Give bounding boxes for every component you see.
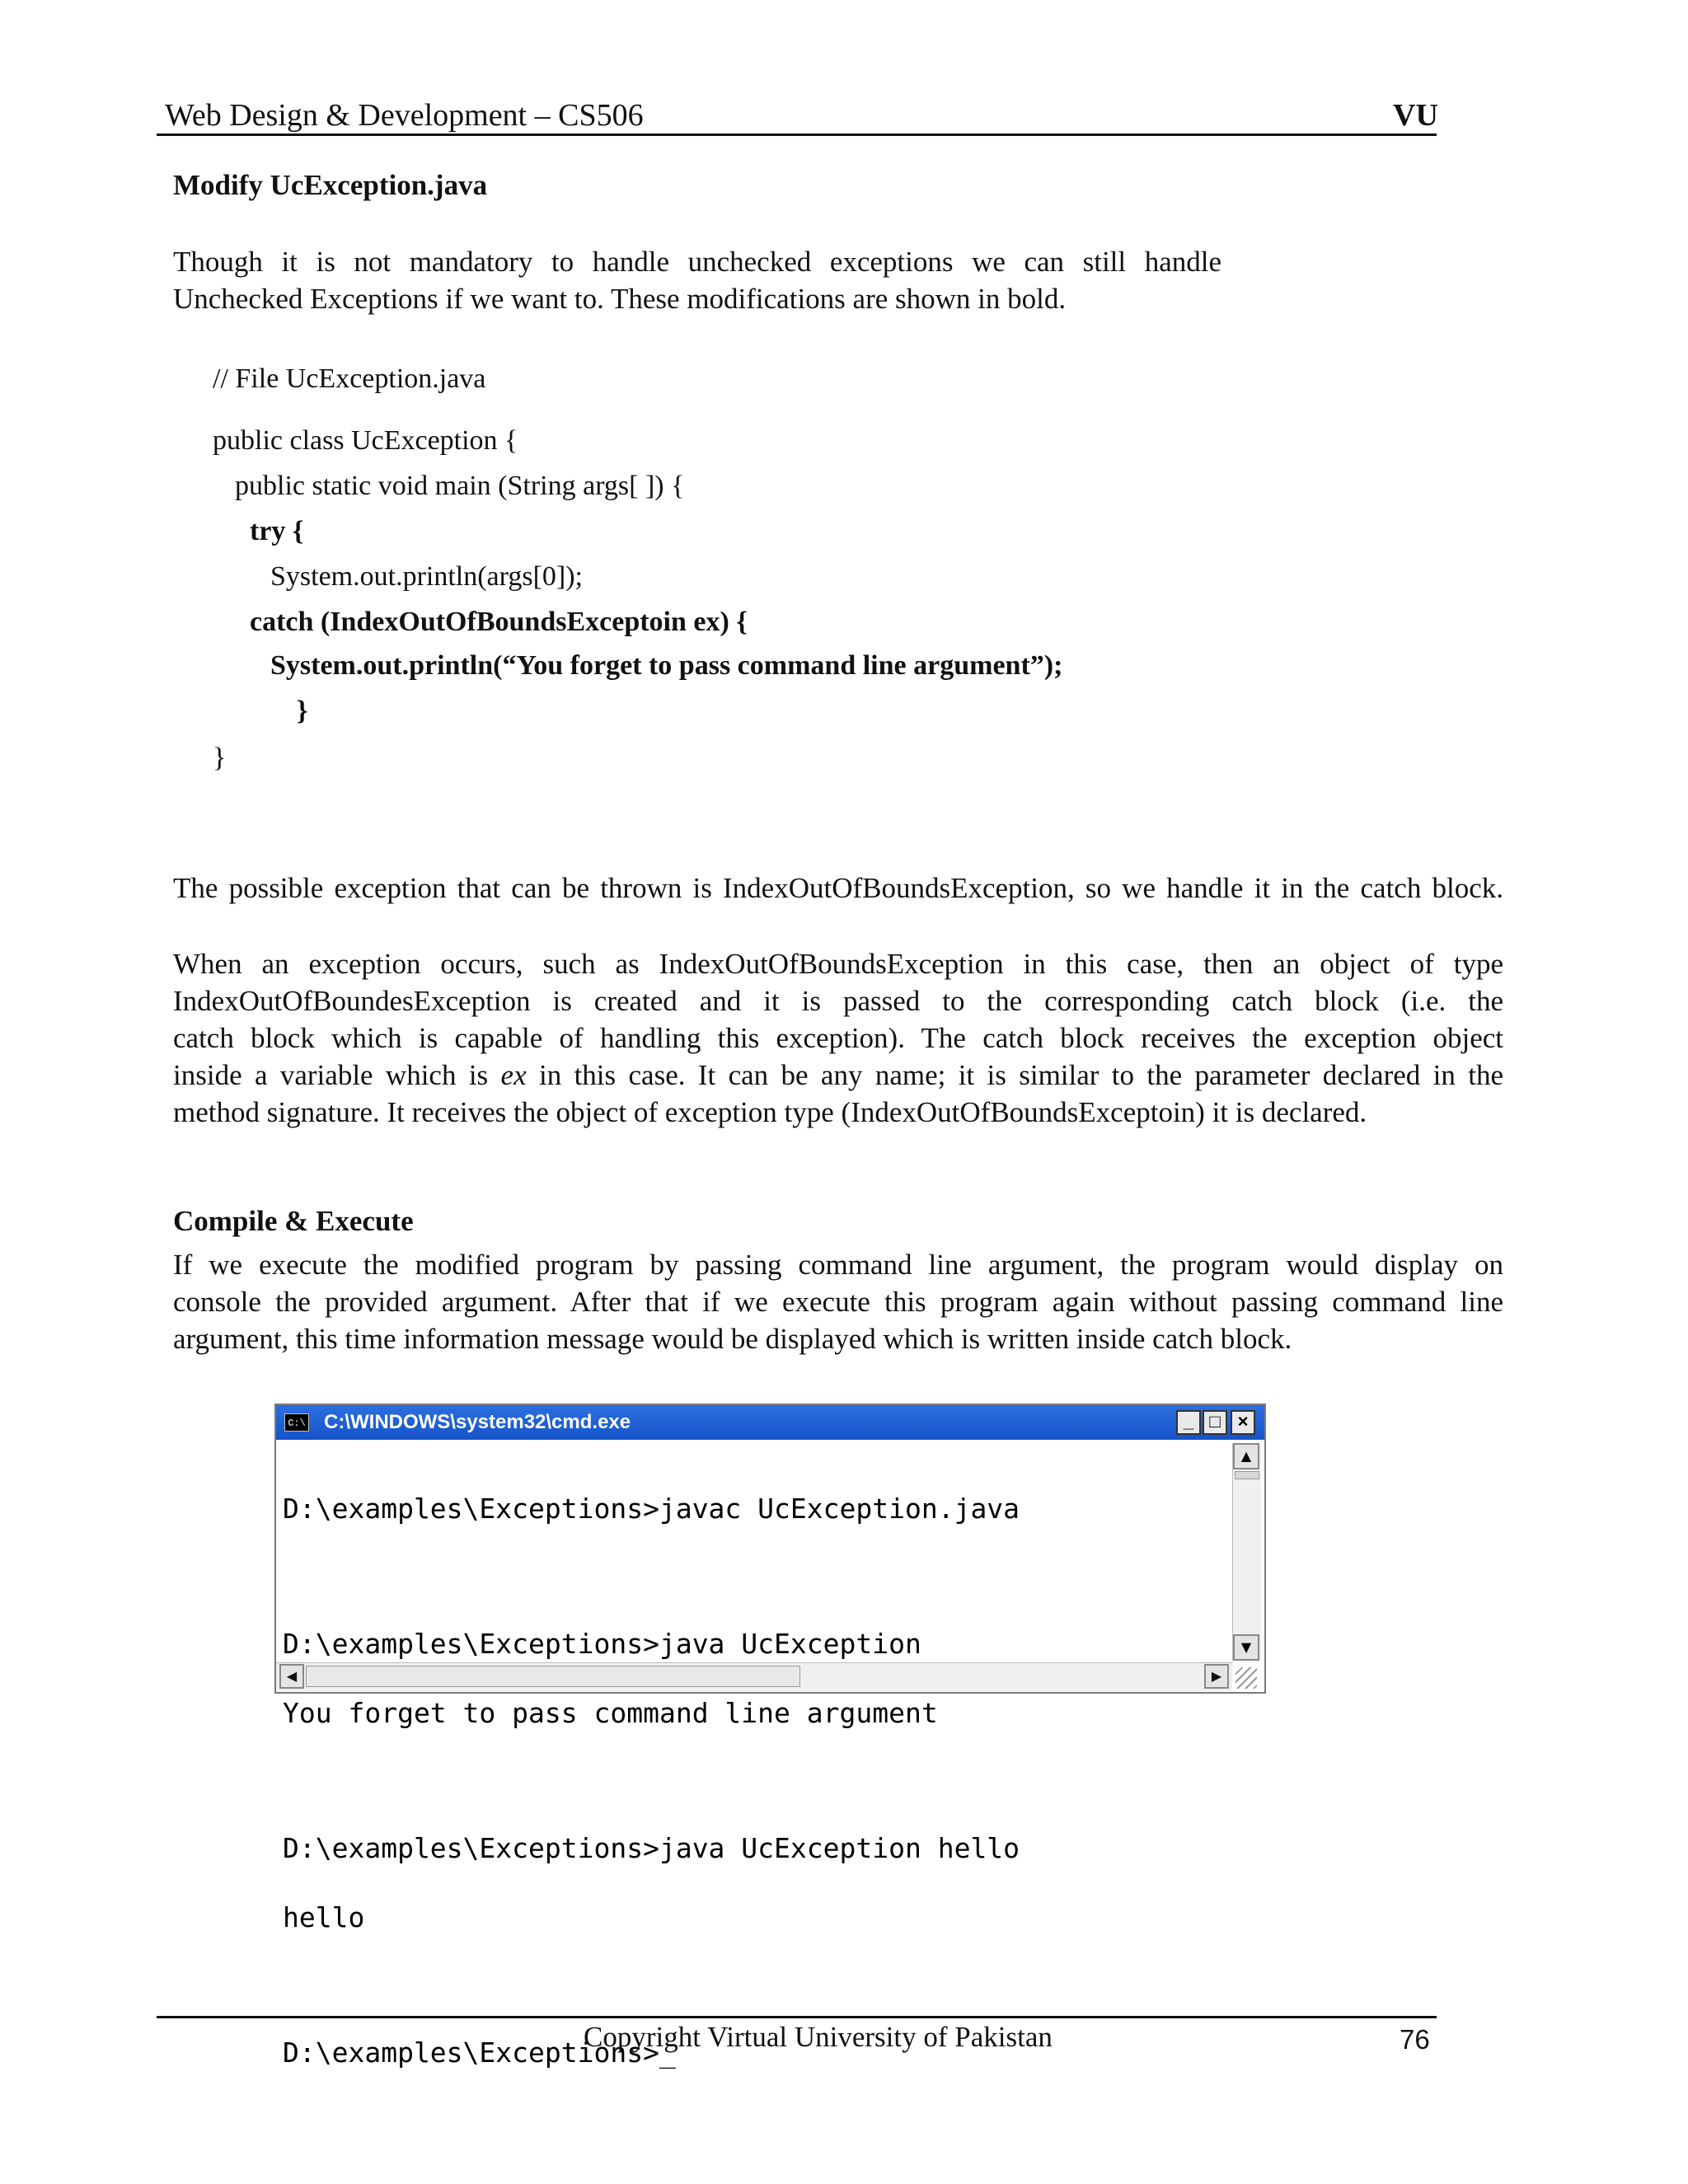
maximize-button[interactable]: □ bbox=[1203, 1410, 1227, 1435]
para2-line-4-post: in this case. It can be any name; it is similar to the parameter declared in the bbox=[526, 1059, 1503, 1091]
compile-line-3: argument, this time information message would be displayed which is written inside catch block. bbox=[173, 1323, 1292, 1355]
scroll-right-icon[interactable]: ▶ bbox=[1204, 1664, 1229, 1689]
console-line: D:\examples\Exceptions>java UcException bbox=[283, 1628, 921, 1660]
code-comment: // File UcException.java bbox=[213, 363, 486, 394]
vertical-scrollbar[interactable] bbox=[1232, 1443, 1261, 1661]
code-close-inner: } bbox=[297, 696, 308, 726]
console-line: D:\examples\Exceptions>java UcException hello bbox=[283, 1832, 1020, 1864]
footer-rule bbox=[157, 2016, 1437, 2018]
para2-line-1: When an exception occurs, such as IndexOutOfBoundsException in this case, then an object of type bbox=[173, 948, 1503, 980]
code-catch: catch (IndexOutOfBoundsExceptoin ex) { bbox=[250, 607, 748, 637]
console-line: hello bbox=[283, 1901, 365, 1933]
header-title: Web Design & Development – CS506 bbox=[165, 98, 644, 133]
scroll-left-icon[interactable]: ◀ bbox=[279, 1664, 304, 1689]
console-app-icon: C:\ bbox=[284, 1413, 309, 1432]
code-catch-println: System.out.println(“You forget to pass command line argument”); bbox=[270, 650, 1063, 681]
console-line: You forget to pass command line argument bbox=[283, 1697, 938, 1729]
para2-line-3: catch block which is capable of handling this exception). The catch block receives the exception object bbox=[173, 1022, 1503, 1054]
code-try: try { bbox=[250, 516, 304, 546]
para-possible-exception: The possible exception that can be thrown is IndexOutOfBoundsException, so we handle it in the catch block. bbox=[173, 872, 1503, 904]
horizontal-scrollbar[interactable] bbox=[276, 1662, 1232, 1691]
code-close-outer: } bbox=[213, 743, 227, 773]
header-badge: VU bbox=[1393, 98, 1438, 133]
console-titlebar[interactable] bbox=[276, 1405, 1264, 1440]
vertical-scroll-thumb[interactable] bbox=[1235, 1471, 1259, 1479]
resize-grip-icon[interactable] bbox=[1236, 1667, 1257, 1689]
para2-line-5: method signature. It receives the object of exception type (IndexOutOfBoundsExceptoin) it is declared. bbox=[173, 1096, 1367, 1128]
console-title: C:\WINDOWS\system32\cmd.exe bbox=[324, 1411, 631, 1433]
minimize-button[interactable]: _ bbox=[1176, 1410, 1201, 1435]
code-main-decl: public static void main (String args[ ]) { bbox=[235, 471, 685, 501]
console-output[interactable] bbox=[283, 1451, 1231, 2111]
code-class-decl: public class UcException { bbox=[213, 425, 518, 456]
para2-line-4 bbox=[173, 1057, 1503, 1094]
scroll-up-icon[interactable]: ▲ bbox=[1233, 1443, 1259, 1469]
page-number: 76 bbox=[1400, 2024, 1430, 2055]
compile-line-2: console the provided argument. After that if we execute this program again without passing command line bbox=[173, 1286, 1503, 1318]
code-println: System.out.println(args[0]); bbox=[270, 561, 583, 592]
section-heading-compile: Compile & Execute bbox=[173, 1205, 414, 1237]
close-button[interactable]: × bbox=[1231, 1410, 1255, 1435]
console-line: D:\examples\Exceptions>javac UcException.java bbox=[283, 1493, 1020, 1525]
horizontal-scroll-thumb[interactable] bbox=[306, 1666, 800, 1687]
compile-line-1: If we execute the modified program by passing command line argument, the program would display on bbox=[173, 1249, 1503, 1281]
para2-line-2: IndexOutOfBoundesException is created and it is passed to the corresponding catch block (i.e. the bbox=[173, 985, 1503, 1017]
header-rule bbox=[157, 134, 1437, 136]
intro-line-2: Unchecked Exceptions if we want to. These modifications are shown in bold. bbox=[173, 283, 1067, 315]
section-heading-modify: Modify UcException.java bbox=[173, 169, 488, 201]
intro-line-1: Though it is not mandatory to handle unchecked exceptions we can still handle bbox=[173, 246, 1221, 278]
footer-copyright: Copyright Virtual University of Pakistan bbox=[584, 2021, 1053, 2053]
console-line: D:\examples\Exceptions>_ bbox=[283, 2036, 676, 2069]
para2-line-4-pre: inside a variable which is bbox=[173, 1059, 501, 1091]
para2-line-4-em: ex bbox=[500, 1059, 527, 1091]
scroll-down-icon[interactable]: ▼ bbox=[1233, 1634, 1259, 1661]
